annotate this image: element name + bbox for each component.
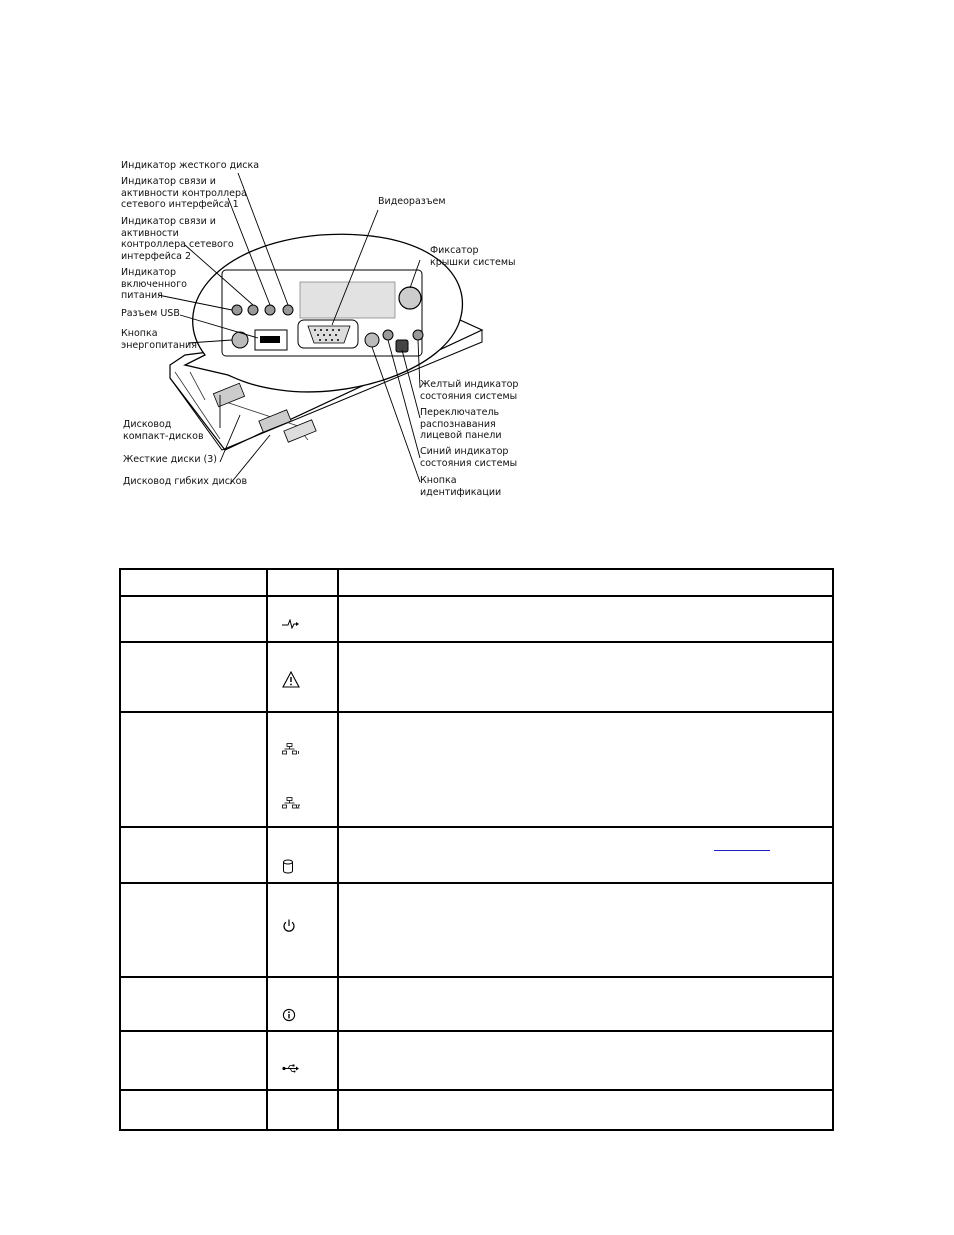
label-cover-latch: Фиксатор крышки системы <box>430 245 516 268</box>
table-cell <box>338 827 833 883</box>
label-floppy-drive: Дисковод гибких дисков <box>123 476 248 487</box>
table-cell <box>120 977 267 1031</box>
nic-2-icon <box>282 797 300 810</box>
table-cell <box>120 1031 267 1090</box>
icon-cell <box>267 1031 338 1090</box>
label-blue-status: Синий индикатор состояния системы <box>420 446 518 469</box>
table-header-row <box>120 569 833 596</box>
header-cell <box>120 569 267 596</box>
table-row <box>120 596 833 642</box>
table-cell <box>120 1090 267 1130</box>
table-row <box>120 827 833 883</box>
icon-cell <box>267 827 338 883</box>
label-usb-connector: Разъем USB <box>121 308 180 319</box>
label-id-button: Кнопка идентификации <box>420 475 502 498</box>
header-cell <box>267 569 338 596</box>
table-row <box>120 1090 833 1130</box>
label-power-button: Кнопка энергопитания <box>121 328 197 351</box>
table-cell <box>338 596 833 642</box>
icon-cell <box>267 977 338 1031</box>
table-cell <box>120 712 267 827</box>
table-row <box>120 712 833 827</box>
table-cell <box>338 712 833 827</box>
label-amber-status: Желтый индикатор состояния системы <box>420 379 519 402</box>
label-nic1-indicator: Индикатор связи и активности контроллера сетевого интерфейса 1 <box>121 176 247 211</box>
icon-cell <box>267 642 338 712</box>
table-cell <box>338 1031 833 1090</box>
label-power-indicator: Индикатор включенного питания <box>121 267 187 302</box>
info-icon <box>282 1008 296 1022</box>
icon-cell <box>267 883 338 977</box>
icon-cell <box>267 712 338 827</box>
hdd-activity-icon <box>282 619 300 629</box>
warning-triangle-icon <box>282 671 300 688</box>
table-row <box>120 1031 833 1090</box>
table-cell <box>120 883 267 977</box>
usb-icon <box>282 1064 300 1073</box>
table-row <box>120 977 833 1031</box>
table-cell <box>120 827 267 883</box>
table-cell <box>338 1090 833 1130</box>
indicator-table <box>119 568 834 1131</box>
table-cell <box>338 642 833 712</box>
label-hard-drives: Жесткие диски (3) <box>123 454 217 465</box>
table-row <box>120 883 833 977</box>
table-cell <box>120 642 267 712</box>
disk-cylinder-icon <box>282 859 294 874</box>
icon-cell <box>267 596 338 642</box>
table-row <box>120 642 833 712</box>
label-bezel-switch: Переключатель распознавания лицевой панели <box>420 407 502 442</box>
header-cell <box>338 569 833 596</box>
icon-cell <box>267 1090 338 1130</box>
label-video-connector: Видеоразъем <box>378 196 446 207</box>
label-cd-drive: Дисковод компакт-дисков <box>123 419 204 442</box>
table-cell <box>338 883 833 977</box>
table-cell <box>338 977 833 1031</box>
table-cell <box>120 596 267 642</box>
power-icon <box>282 919 296 933</box>
cross-reference-link[interactable] <box>714 850 770 851</box>
nic-1-icon <box>282 743 300 756</box>
front-panel-figure <box>110 150 520 500</box>
label-hdd-indicator: Индикатор жесткого диска <box>121 160 260 171</box>
label-nic2-indicator: Индикатор связи и активности контроллера сетевого интерфейса 2 <box>121 216 234 262</box>
